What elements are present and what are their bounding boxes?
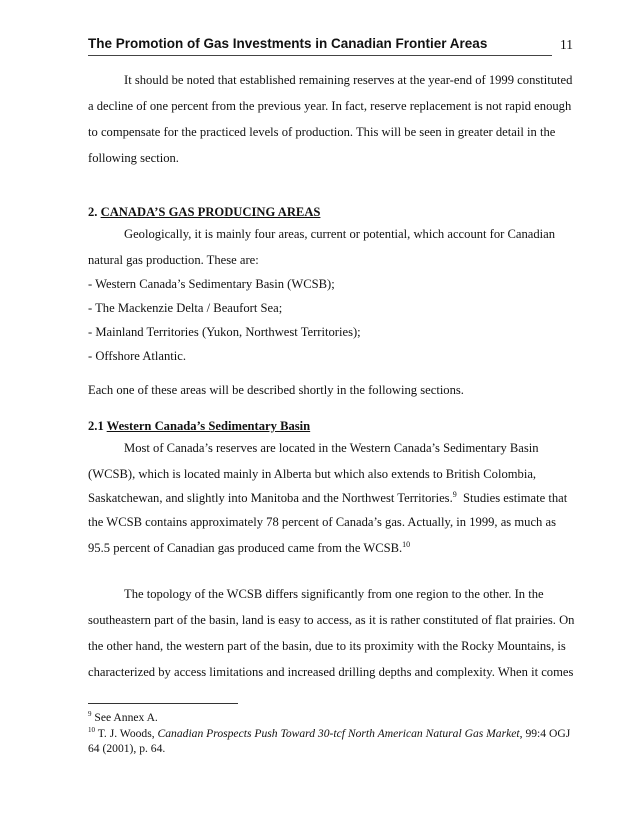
footnote-ref[interactable]: 9 [452,489,457,499]
footnote-mark: 10 [88,726,95,735]
paragraph-text: 95.5 percent of Canadian gas produced came from the WCSB. [88,541,403,555]
list-item: - Offshore Atlantic. [88,349,187,363]
list-item: - The Mackenzie Delta / Beaufort Sea; [88,301,283,315]
footnote-10 [88,726,570,741]
footnote-author: T. J. Woods, [95,727,158,740]
paragraph-text: Saskatchewan, and slightly into Manitoba and the Northwest Territories. [88,491,453,505]
section-number: 2. [88,205,98,219]
paragraph-line: Geologically, it is mainly four areas, current or potential, which account for Canadian [124,227,556,241]
footnote-ref[interactable]: 10 [402,539,411,549]
footnote-divider [88,703,238,704]
paragraph-line: natural gas production. These are: [88,253,259,267]
footnote-10-line-2: 64 (2001), p. 64. [88,742,166,755]
paragraph-line: characterized by access limitations and increased drilling depths and complexity. When it comes [88,665,574,679]
section-title: Western Canada’s Sedimentary Basin [106,419,311,433]
footnote-title: Canadian Prospects Push Toward 30-tcf North American Natural Gas Market [157,727,520,740]
section-number: 2.1 [88,419,104,433]
paragraph-line: the other hand, the western part of the basin, due to its proximity with the Rocky Mountains, is [88,639,566,653]
paragraph-line: southeastern part of the basin, land is easy to access, as it is rather constituted of flat prairies. On [88,613,575,627]
header-title: The Promotion of Gas Investments in Canadian Frontier Areas [88,36,488,51]
list-item: - Western Canada’s Sedimentary Basin (WCSB); [88,277,335,291]
paragraph-line [88,485,567,511]
paragraph-line: Each one of these areas will be described shortly in the following sections. [88,383,464,397]
intro-line: following section. [88,151,179,165]
paragraph-line [88,535,410,561]
footnote-text: See Annex A. [91,711,158,724]
list-item: - Mainland Territories (Yukon, Northwest Territories); [88,325,361,339]
paragraph-text: Studies estimate that [456,491,568,505]
intro-line: to compensate for the practiced levels of production. This will be seen in greater detail in the [88,125,556,139]
paragraph-line: the WCSB contains approximately 78 percent of Canada’s gas. Actually, in 1999, as much as [88,515,556,529]
page-number: 11 [560,37,573,52]
paragraph-line: The topology of the WCSB differs significantly from one region to the other. In the [124,587,544,601]
intro-line: a decline of one percent from the previous year. In fact, reserve replacement is not rapid enough [88,99,572,113]
footnote-mark: 9 [88,710,92,719]
running-header [88,36,552,56]
paragraph-line: (WCSB), which is located mainly in Alberta but which also extends to British Colombia, [88,467,537,481]
footnote-text: , 99:4 OGJ [519,727,571,740]
section-title: CANADA’S GAS PRODUCING AREAS [100,205,321,219]
intro-line: It should be noted that established remaining reserves at the year-end of 1999 constituted [124,73,573,87]
footnote-9 [88,710,158,725]
paragraph-line: Most of Canada’s reserves are located in the Western Canada’s Sedimentary Basin [124,441,539,455]
